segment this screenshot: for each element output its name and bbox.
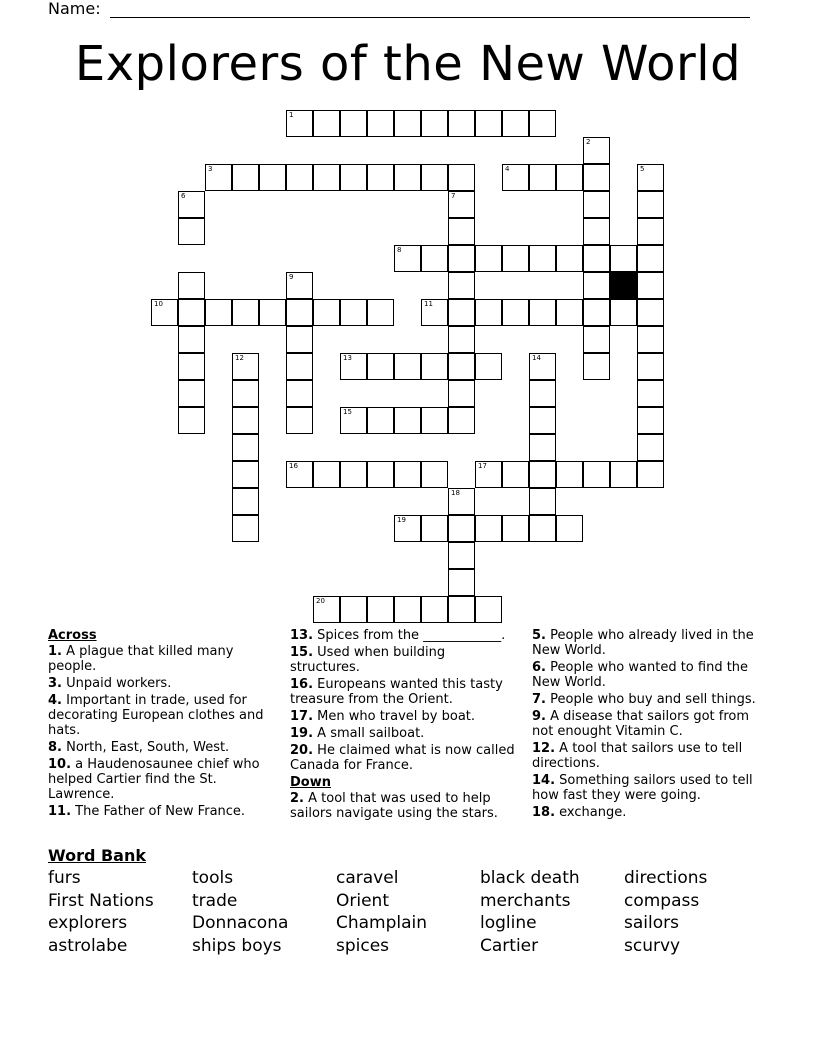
clue [48,644,273,674]
grid-cell[interactable] [448,110,475,137]
grid-cell[interactable] [421,245,448,272]
clue-number: 5 [640,165,645,173]
grid-cell[interactable] [556,245,583,272]
grid-cell[interactable] [313,299,340,326]
clue-number: 11. [48,804,72,819]
clue-text: Something sailors used to tell how fast they were going. [532,773,753,803]
clue-number: 4. [48,693,62,708]
clue-number: 6. [532,660,546,675]
grid-cell[interactable] [529,380,556,407]
grid-cell[interactable] [502,299,529,326]
clue [290,709,515,724]
grid-cell[interactable] [313,110,340,137]
clue-text: a Haudenosaunee chief who helped Cartier find the St. Lawrence. [48,757,260,802]
down-heading: Down [290,775,331,790]
grid-cell[interactable] [286,272,313,299]
clue-text: A tool that was used to help sailors navigate using the stars. [290,791,498,821]
page-title: Explorers of the New World [74,36,742,92]
grid-cell[interactable] [583,137,610,164]
grid-cell[interactable] [583,191,610,218]
grid-cell[interactable] [448,272,475,299]
word-bank-word: Orient [336,890,389,911]
grid-cell[interactable] [529,164,556,191]
clue-text: People who already lived in the New World. [532,628,754,658]
grid-cell[interactable] [205,164,232,191]
grid-cell[interactable] [340,164,367,191]
grid-cell[interactable] [583,326,610,353]
grid-cell[interactable] [448,218,475,245]
grid-cell[interactable] [151,299,178,326]
clue-text: Used when building structures. [290,645,446,675]
grid-cell[interactable] [259,299,286,326]
grid-cell[interactable] [475,515,502,542]
grid-cell[interactable] [637,353,664,380]
word-bank-word: ships boys [192,936,282,957]
clue-number: 11 [424,300,433,308]
clue-number: 18 [451,489,460,497]
clue-number: 13 [343,354,352,362]
grid-cell[interactable] [259,164,286,191]
grid-cell[interactable] [367,110,394,137]
grid-cell[interactable] [529,110,556,137]
grid-cell[interactable] [394,596,421,623]
grid-cell[interactable] [529,407,556,434]
clue-number: 16. [290,677,314,692]
grid-cell[interactable] [367,461,394,488]
grid-cell[interactable] [637,191,664,218]
grid-cell[interactable] [313,164,340,191]
clue [290,645,515,675]
word-bank-word: compass [624,890,700,911]
grid-cell[interactable] [421,407,448,434]
clue-number: 12 [235,354,244,362]
grid-cell[interactable] [178,380,205,407]
clue-number: 20 [316,597,325,605]
grid-cell[interactable] [502,515,529,542]
grid-cell[interactable] [637,272,664,299]
clue-number: 10. [48,757,72,772]
grid-cell[interactable] [394,353,421,380]
black-square [610,272,637,299]
clue [290,743,515,773]
clue-text: People who buy and sell things. [545,692,756,707]
grid-cell[interactable] [421,164,448,191]
word-bank-word: caravel [336,868,399,888]
word-bank-word: logline [480,913,537,934]
grid-cell[interactable] [394,461,421,488]
grid-cell[interactable] [448,191,475,218]
clue-text: Spices from the ____________. [313,628,506,643]
grid-cell[interactable] [205,299,232,326]
clue-text: A plague that killed many people. [48,644,234,674]
grid-cell[interactable] [556,515,583,542]
clue-number: 15. [290,645,314,660]
grid-cell[interactable] [178,272,205,299]
grid-cell[interactable] [637,434,664,461]
grid-cell[interactable] [340,461,367,488]
grid-cell[interactable] [286,461,313,488]
grid-cell[interactable] [583,299,610,326]
clues-column-2 [290,628,515,823]
clue-number: 12. [532,741,556,756]
grid-cell[interactable] [232,488,259,515]
grid-cell[interactable] [286,407,313,434]
clue-number: 8. [48,740,62,755]
grid-cell[interactable] [421,110,448,137]
word-bank-word: trade [192,890,238,911]
grid-cell[interactable] [583,245,610,272]
clue-number: 7. [532,692,546,707]
word-bank-word: sailors [624,913,679,934]
grid-cell[interactable] [637,299,664,326]
clues-column-1 [48,628,273,821]
grid-cell[interactable] [637,407,664,434]
grid-cell[interactable] [394,515,421,542]
grid-cell[interactable] [502,461,529,488]
grid-cell[interactable] [529,488,556,515]
grid-cell[interactable] [448,164,475,191]
clue [48,693,273,738]
word-bank-word: First Nations [48,890,154,911]
clue [290,677,515,707]
word-bank-word: explorers [48,913,128,934]
grid-cell[interactable] [529,299,556,326]
clue-number: 18. [532,805,556,820]
grid-cell[interactable] [583,272,610,299]
clue-number: 5. [532,628,546,643]
name-label: Name: [48,0,106,18]
word-bank-word: spices [336,936,390,957]
clue [48,804,273,819]
clue-number: 10 [154,300,163,308]
grid-cell[interactable] [448,569,475,596]
grid-cell[interactable] [475,299,502,326]
grid-cell[interactable] [394,110,421,137]
clue [290,726,515,741]
clue [290,791,515,821]
clue-number: 17 [478,462,487,470]
grid-cell[interactable] [556,164,583,191]
word-bank-word: Cartier [480,936,539,957]
word-bank-word: astrolabe [48,936,128,957]
clue-text: He claimed what is now called Canada for France. [290,743,515,773]
grid-cell[interactable] [475,245,502,272]
clue-number: 19. [290,726,314,741]
grid-cell[interactable] [475,110,502,137]
grid-cell[interactable] [178,299,205,326]
grid-cell[interactable] [232,164,259,191]
grid-cell[interactable] [232,434,259,461]
word-bank-word: scurvy [624,936,681,957]
clue [532,741,760,771]
clue [290,628,515,643]
grid-cell[interactable] [340,596,367,623]
grid-cell[interactable] [286,380,313,407]
grid-cell[interactable] [637,164,664,191]
word-bank-word: black death [480,868,580,888]
clue-text: Europeans wanted this tasty treasure from the Orient. [290,677,503,707]
grid-cell[interactable] [232,407,259,434]
grid-cell[interactable] [232,380,259,407]
grid-cell[interactable] [448,542,475,569]
clue-number: 8 [397,246,402,254]
clue-text: Men who travel by boat. [313,709,476,724]
clue-text: A small sailboat. [313,726,425,741]
clue-text: A disease that sailors got from not enought Vitamin C. [532,709,750,739]
clue-text: The Father of New France. [71,804,246,819]
grid-cell[interactable] [583,353,610,380]
grid-cell[interactable] [421,299,448,326]
grid-cell[interactable] [394,164,421,191]
word-bank-word: Donnacona [192,913,289,934]
grid-cell[interactable] [340,299,367,326]
grid-cell[interactable] [448,488,475,515]
clue-number: 14. [532,773,556,788]
grid-cell[interactable] [178,326,205,353]
grid-cell[interactable] [286,353,313,380]
grid-cell[interactable] [421,515,448,542]
grid-cell[interactable] [475,596,502,623]
clue-number: 14 [532,354,541,362]
grid-cell[interactable] [637,380,664,407]
grid-cell[interactable] [556,461,583,488]
grid-cell[interactable] [178,218,205,245]
clue-text: People who wanted to find the New World. [532,660,749,690]
grid-cell[interactable] [448,326,475,353]
grid-cell[interactable] [232,515,259,542]
grid-cell[interactable] [394,407,421,434]
clue-number: 15 [343,408,352,416]
clues-column-3 [532,628,760,822]
word-bank-word: directions [624,868,708,888]
grid-cell[interactable] [610,461,637,488]
grid-cell[interactable] [340,353,367,380]
clue [48,740,273,755]
grid-cell[interactable] [367,353,394,380]
grid-cell[interactable] [313,461,340,488]
clue-number: 17. [290,709,314,724]
grid-cell[interactable] [475,353,502,380]
clue-number: 7 [451,192,456,200]
grid-cell[interactable] [421,596,448,623]
grid-cell[interactable] [421,353,448,380]
grid-cell[interactable] [529,353,556,380]
clue [532,660,760,690]
grid-cell[interactable] [232,299,259,326]
word-bank-word: Champlain [336,913,428,934]
word-bank-word: merchants [480,890,571,911]
grid-cell[interactable] [448,407,475,434]
clue-number: 4 [505,165,510,173]
word-bank-word: tools [192,868,234,888]
clue [48,676,273,691]
grid-cell[interactable] [502,110,529,137]
grid-cell[interactable] [340,407,367,434]
grid-cell[interactable] [286,326,313,353]
grid-cell[interactable] [367,407,394,434]
clue-number: 9 [289,273,294,281]
clue-text: A tool that sailors use to tell directions. [532,741,743,771]
clue-number: 2 [586,138,591,146]
grid-cell[interactable] [610,299,637,326]
grid-cell[interactable] [286,110,313,137]
grid-cell[interactable] [367,299,394,326]
grid-cell[interactable] [448,299,475,326]
clue-number: 16 [289,462,298,470]
grid-cell[interactable] [529,245,556,272]
grid-cell[interactable] [448,245,475,272]
grid-cell[interactable] [448,353,475,380]
grid-cell[interactable] [448,596,475,623]
grid-cell[interactable] [583,218,610,245]
clue [532,773,760,803]
grid-cell[interactable] [421,461,448,488]
grid-cell[interactable] [637,245,664,272]
grid-cell[interactable] [637,218,664,245]
clue [532,709,760,739]
grid-cell[interactable] [313,596,340,623]
grid-cell[interactable] [610,245,637,272]
grid-cell[interactable] [178,191,205,218]
grid-cell[interactable] [286,299,313,326]
across-heading: Across [48,628,97,643]
clue-text: Important in trade, used for decorating European clothes and hats. [48,693,264,738]
grid-cell[interactable] [232,461,259,488]
clue-number: 2. [290,791,304,806]
clue [532,692,760,707]
grid-cell[interactable] [529,515,556,542]
clue-number: 9. [532,709,546,724]
grid-cell[interactable] [448,380,475,407]
clue-number: 19 [397,516,406,524]
clue [48,757,273,802]
clue-text: Unpaid workers. [61,676,172,691]
clue-number: 3. [48,676,62,691]
grid-cell[interactable] [502,164,529,191]
grid-cell[interactable] [637,461,664,488]
grid-cell[interactable] [394,245,421,272]
grid-cell[interactable] [367,164,394,191]
clue [532,628,760,658]
grid-cell[interactable] [232,353,259,380]
grid-cell[interactable] [502,245,529,272]
clue [532,805,760,820]
grid-cell[interactable] [178,407,205,434]
clue-number: 13. [290,628,314,643]
grid-cell[interactable] [556,299,583,326]
grid-cell[interactable] [583,164,610,191]
clue-number: 3 [208,165,213,173]
clue-number: 20. [290,743,314,758]
clue-number: 1 [289,111,294,119]
clue-number: 6 [181,192,186,200]
grid-cell[interactable] [529,434,556,461]
grid-cell[interactable] [178,353,205,380]
grid-cell[interactable] [340,110,367,137]
grid-cell[interactable] [475,461,502,488]
clue-number: 1. [48,644,62,659]
clue-text: exchange. [555,805,627,820]
grid-cell[interactable] [637,326,664,353]
grid-cell[interactable] [367,596,394,623]
grid-cell[interactable] [529,461,556,488]
grid-cell[interactable] [583,461,610,488]
word-bank-word: furs [48,868,81,888]
grid-cell[interactable] [286,164,313,191]
clue-text: North, East, South, West. [61,740,230,755]
word-bank-title: Word Bank [48,846,147,865]
grid-cell[interactable] [448,515,475,542]
